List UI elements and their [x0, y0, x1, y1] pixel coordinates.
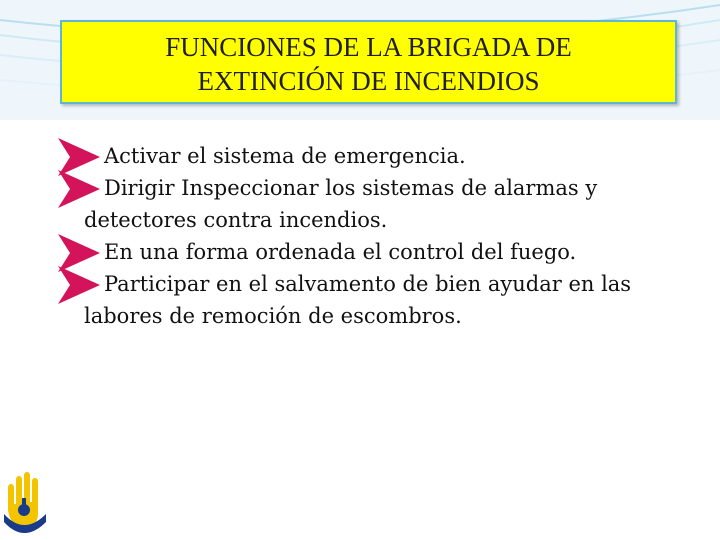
- bullet-item: [58, 268, 708, 332]
- bullet-item: [58, 236, 708, 268]
- bullet-text-continuation: detectores contra incendios.: [84, 208, 388, 232]
- bullet-item: [58, 172, 708, 236]
- slide-title-line-2: EXTINCIÓN DE INCENDIOS: [197, 66, 540, 96]
- bullet-item: [58, 140, 708, 172]
- bullet-text: Dirigir Inspeccionar los sistemas de alarmas y: [104, 176, 598, 200]
- slide-title-box: [60, 20, 677, 104]
- slide-title-line-1: FUNCIONES DE LA BRIGADA DE: [165, 32, 572, 62]
- bullet-text: En una forma ordenada el control del fuego.: [104, 240, 577, 264]
- bullet-list: [58, 140, 708, 332]
- brigade-hand-logo-icon: [0, 470, 50, 540]
- bullet-text-continuation: labores de remoción de escombros.: [84, 304, 462, 328]
- bullet-text: Participar en el salvamento de bien ayudar en las: [104, 272, 632, 296]
- bullet-text: Activar el sistema de emergencia.: [104, 144, 466, 168]
